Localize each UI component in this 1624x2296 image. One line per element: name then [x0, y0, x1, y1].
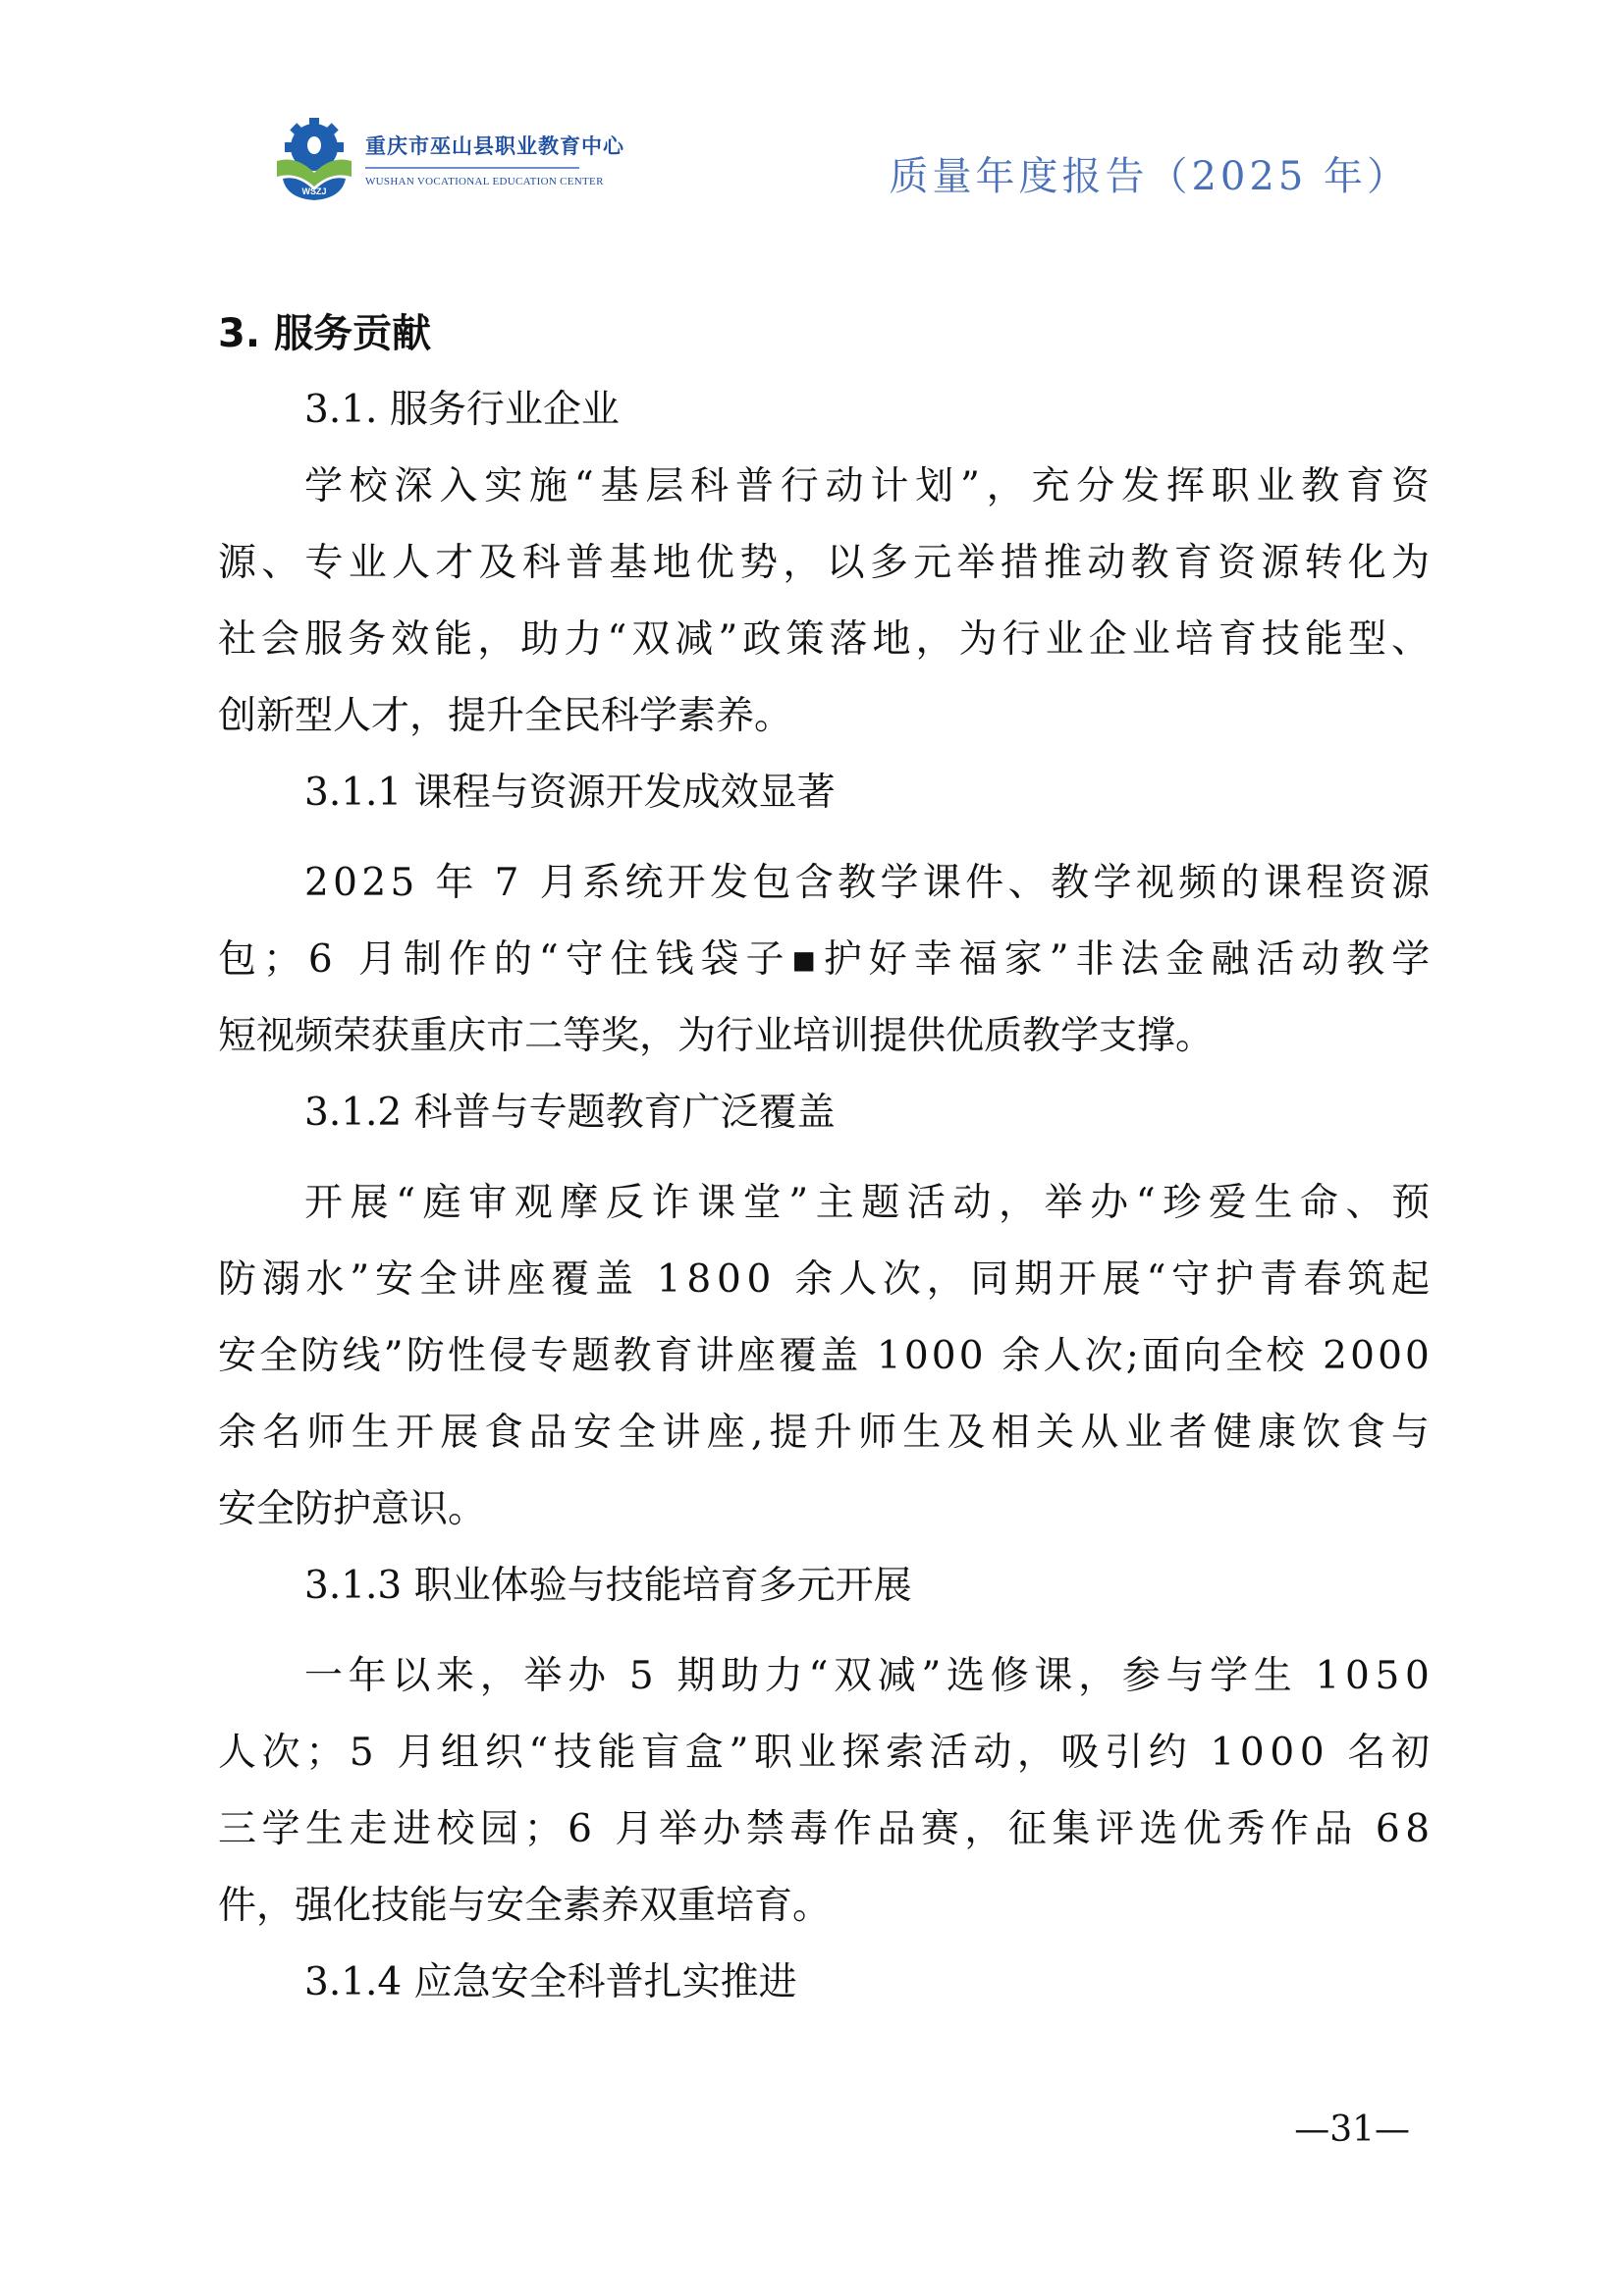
text-line: 3. 服务贡献 [218, 311, 431, 356]
text-line: 创新型人才，提升全民科学素养。 [218, 694, 793, 738]
subsection-heading [218, 372, 1430, 449]
text-line: 余名师生开展食品安全讲座,提升师生及相关从业者健康饮食与 [218, 1411, 1436, 1455]
text-line: 包；6 月制作的“守住钱袋子▪护好幸福家”非法金融活动教学 [218, 937, 1437, 982]
logo-english-name: WUSHAN VOCATIONAL EDUCATION CENTER [365, 176, 604, 187]
text-line: 开展“庭审观摩反诈课堂”主题活动，举办“珍爱生命、预 [304, 1181, 1437, 1225]
text-line: 安全防护意识。 [218, 1487, 487, 1531]
subsection-heading [218, 1945, 1430, 2021]
school-logo [273, 116, 624, 200]
text-line: 3.1.3 职业体验与技能培育多元开展 [304, 1564, 912, 1608]
subsection-heading [218, 1548, 1430, 1625]
text-line: 源、专业人才及科普基地优势，以多元举措推动教育资源转化为 [218, 541, 1435, 585]
text-line: 安全防线”防性侵专题教育讲座覆盖 1000 余人次;面向全校 2000 [218, 1334, 1434, 1378]
text-line: 3.1.4 应急安全科普扎实推进 [304, 1960, 797, 2004]
paragraph [218, 1638, 1435, 1945]
text-line: 2025 年 7 月系统开发包含教学课件、教学视频的课程资源 [304, 861, 1435, 905]
paragraph [218, 845, 1437, 1075]
text-line: 学校深入实施“基层科普行动计划”，充分发挥职业教育资 [304, 464, 1436, 508]
text-line: 3.1.2 科普与专题教育广泛覆盖 [304, 1091, 836, 1135]
text-line: 3.1.1 课程与资源开发成效显著 [304, 771, 836, 815]
section-heading [218, 295, 1430, 372]
subsection-heading [218, 755, 1430, 831]
text-line: 短视频荣获重庆市二等奖，为行业培训提供优质教学支撑。 [218, 1014, 1215, 1058]
text-line: 社会服务效能，助力“双减”政策落地，为行业企业培育技能型、 [218, 617, 1435, 662]
report-header-title: 质量年度报告（2025 年） [889, 154, 1410, 199]
text-line: 人次；5 月组织“技能盲盒”职业探索活动，吸引约 1000 名初 [218, 1731, 1435, 1775]
text-line: 一年以来，举办 5 期助力“双减”选修课，参与学生 1050 [304, 1654, 1435, 1698]
text-line: 件，强化技能与安全素养双重培育。 [218, 1884, 832, 1928]
svg-text:WSZJ: WSZJ [301, 187, 327, 196]
paragraph [218, 449, 1436, 755]
document-body [218, 295, 1437, 2021]
text-line: 防溺水”安全讲座覆盖 1800 余人次，同期开展“守护青春筑起 [218, 1257, 1435, 1302]
text-line: 三学生走进校园；6 月举办禁毒作品赛，征集评选优秀作品 68 [218, 1807, 1435, 1851]
logo-divider [365, 167, 579, 169]
logo-chinese-name: 重庆市巫山县职业教育中心 [365, 134, 624, 158]
subsection-heading [218, 1075, 1430, 1151]
paragraph [218, 1165, 1437, 1548]
text-line: 3.1. 服务行业企业 [304, 388, 620, 432]
page-number: —31— [1294, 2109, 1410, 2150]
gear-book-emblem-icon [273, 116, 355, 200]
